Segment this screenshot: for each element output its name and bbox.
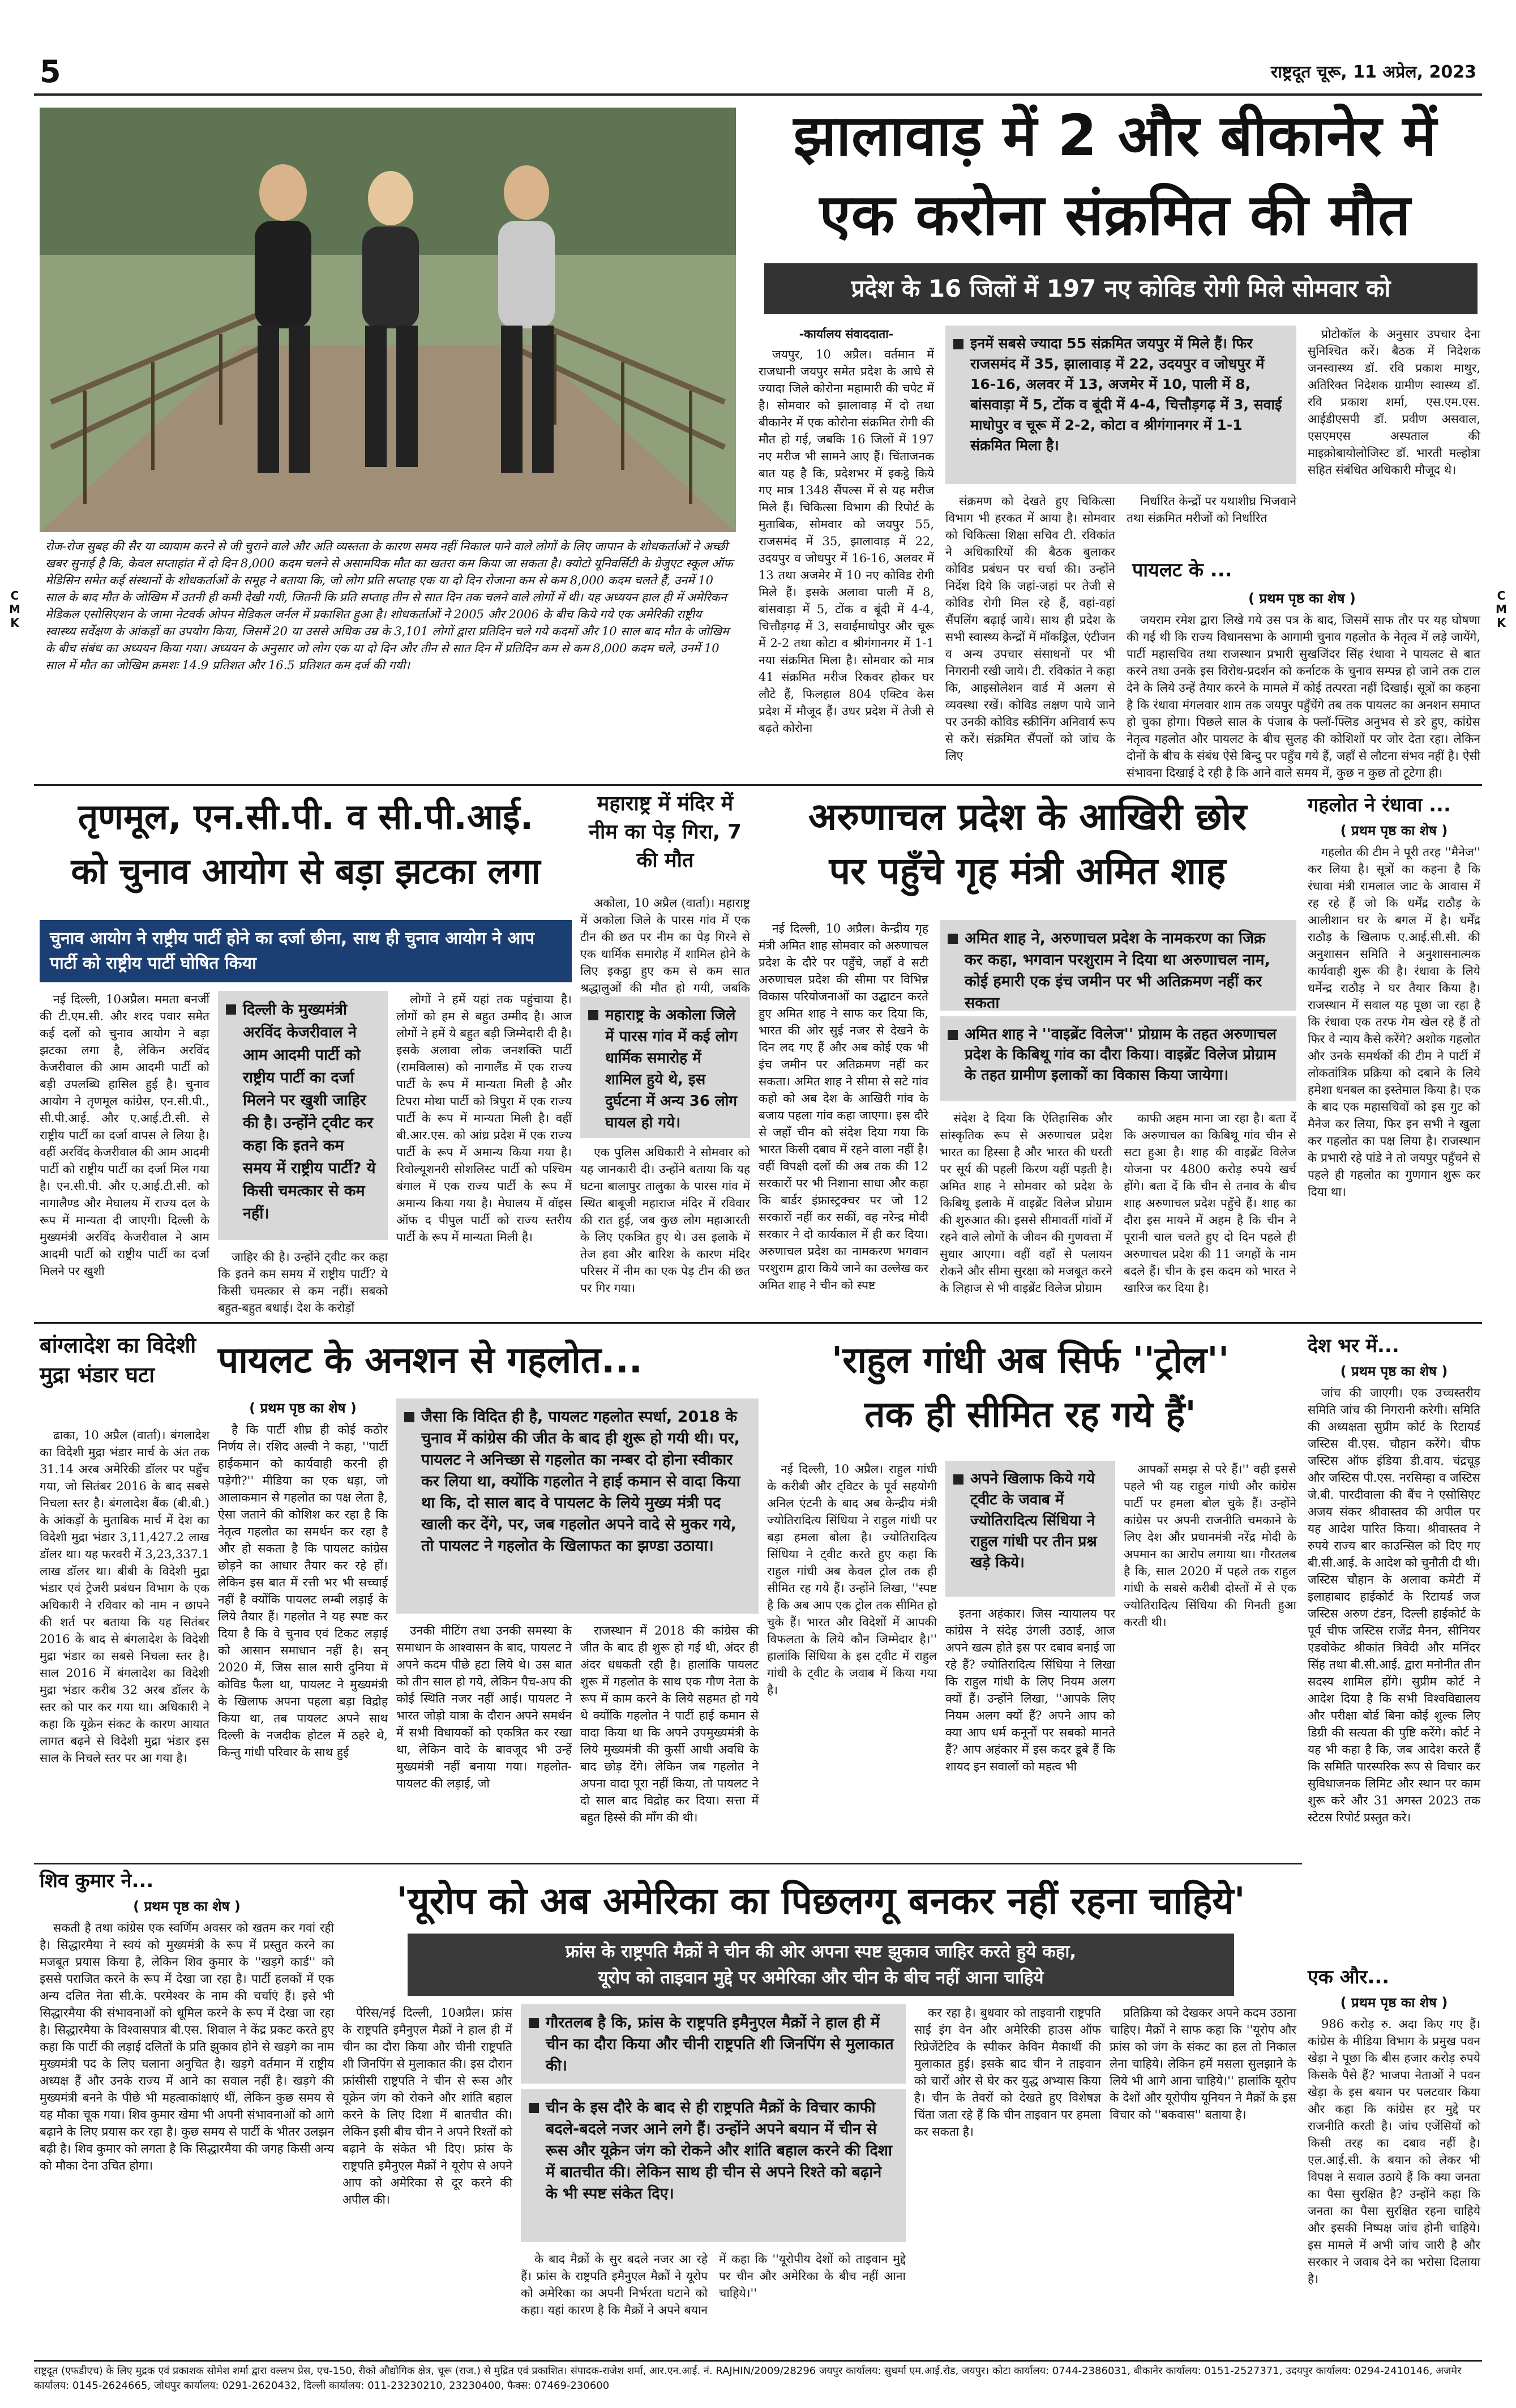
macron-box1-text: गौरतलब है कि, फ्रांस के राष्ट्रपति इमैनुएल मैक्रों ने हाल ही में चीन का दौरा किया और चीनी राष्ट्रपति शी जिनपिंग से मुलाकात की। [546, 2014, 894, 2075]
desh-bhar-title: देश भर में... [1308, 1335, 1399, 1357]
pilot-headline: पायलट के अनशन से गहलोत... [218, 1340, 643, 1382]
rahul-box-text: अपने खिलाफ किये गये ट्वीट के जवाब में ज्योतिरादित्य सिंधिया ने राहुल गांधी पर तीन प्रश्न खड़े किये। [970, 1470, 1097, 1571]
rahul-column-2 [945, 1605, 1115, 1857]
pilot-column-1 [218, 1421, 388, 1857]
lead-col3-text: निर्धारित केन्द्रों पर यथाशीघ्र भिजवाने तथा संक्रमित मरीजों को निर्धारित [1127, 494, 1296, 525]
registration-k: K [1497, 616, 1506, 630]
registration-c: C [1497, 589, 1506, 602]
section-rule-1 [34, 784, 1482, 786]
gehlot-randhawa-body: गहलोत की टीम ने पूरी तरह ''मैनेज'' कर लिया है। सूत्रों का कहना है कि रंधावा मंत्री रामलाल जाट के आवास में रह रहे हैं जो कि धर्मेंद्र राठौड़ के आलीशान घर के बगल में है। धर्मेंद्र राठौड़ के खिलाफ ए.आई.सी.सी. की अनुशासन समिति ने अनुशासनात्मक कार्यवाही शुरू की है। रंधावा के लिये धर्मेन्द्र राठौड़ ने घर तैयार किया है। राजस्थान में सवाल यह पूछा जा रहा है कि रंधावा एक तरफ गेम खेल रहे हैं तो फिर वे न्याय कैसे करेंगे? अशोक गहलोत और उनके समर्थकों की टीम ने पार्टी में लोकतांत्रिक प्रक्रिया को दबाने के लिये हमेशा धनबल का इस्तेमाल किया है। एक के बाद एक महासचिवों को इस गुट को मैनेज कर लिया, फिर इन सभी ने खुला कर गहलोत का पक्ष लिया है। राजस्थान के प्रभारी रहे पांडे ने तो जयपुर पहुँचने से पहले ही गहलोत का गुणगान शुरू कर दिया था। [1308, 845, 1480, 1199]
registration-marks-right [1494, 589, 1508, 630]
pilot-highlight-box [396, 1398, 759, 1614]
bullet-square-icon [948, 934, 958, 944]
lead-highlight-box [945, 326, 1296, 484]
footer-rule [34, 2360, 1482, 2362]
tmc-highlight-box [218, 991, 388, 1240]
shiv-kumar-text [40, 1919, 334, 2355]
tmc-headline-line1: तृणमूल, एन.सी.पी. व सी.पी.आई. [78, 796, 534, 837]
pilot-cont-label-2: ( प्रथम पृष्ठ का शेष ) [249, 1400, 357, 1416]
macron-column-4 [1110, 2004, 1296, 2355]
registration-marks-left [8, 589, 22, 630]
bullet-square-icon [529, 2103, 539, 2113]
tmc-box-text: दिल्ली के मुख्यमंत्री अरविंद केजरीवाल ने आम आदमी पार्टी को राष्ट्रीय पार्टी का दर्जा मिलने पर खुशी जाहिर की है। उन्होंने ट्वीट कर कहा कि इतने कम समय में राष्ट्रीय पार्टी? ये किसी चमत्कार से कम नहीं। [243, 1001, 376, 1222]
ek-aur-body: 986 करोड़ रु. अदा किए गए हैं। कांग्रेस के मीडिया विभाग के प्रमुख पवन खेड़ा ने पूछा कि बीस हजार करोड़ रुपये किसके पैसे हैं? भाजपा नेताओं ने पवन खेड़ा के इस बयान पर पलटवार किया और कहा कि कांग्रेस हर मुद्दे पर राजनीति करती है। जांच एजेंसियों को किसी तरह का दबाव नहीं है। एल.आई.सी. के बयान को लेकर भी विपक्ष ने सवाल उठाये हैं कि क्या जनता का पैसा सुरक्षित है? उन्होंने कहा कि जनता का पैसा सुरक्षित रहना चाहिये और इसकी निष्पक्ष जांच होनी चाहिये। इस मामले में अभी जांच जारी है और सरकार ने जवाब देने का भरोसा दिलाया है। [1308, 2017, 1480, 2286]
pilot-cont-title: पायलट के ... [1132, 559, 1232, 581]
registration-m: M [9, 602, 20, 616]
rahul-col3-text: आपकों समझ से परे हैं।'' वही इससे पहले भी यह राहुल गांधी और कांग्रेस पार्टी पर हमला बोल चुके हैं। उन्होंने कांग्रेस पर अपनी राजनीति चमकाने के लिए देश और प्रधानमंत्री नरेंद्र मोदी के अपमान का आरोप लगाया था। गौरतलब है कि, साल 2020 में पहले तक राहुल गांधी के सबसे करीबी दोस्तों में से एक ज्योतिरादित्य सिंधिया की गिनती हुआ करती थी। [1124, 1462, 1296, 1629]
maharashtra-highlight-box [580, 996, 750, 1138]
macron-box2-text: चीन के इस दौरे के बाद से ही राष्ट्रपति मैक्रों के विचार काफी बदले-बदले नजर आने लगे हैं। उन्होंने अपने बयान में चीन से रूस और यूक्रेन जंग को रोकने और शांति बहाल करने की दिशा में बातचीत की। लेकिन साथ ही चीन से अपने रिश्ते को बढ़ाने के भी स्पष्ट संकेत दिए। [546, 2099, 893, 2202]
macron-col1-text: पेरिस/नई दिल्ली, 10अप्रैल। फ्रांस के राष्ट्रपति इमैनुएल मैक्रों ने हाल ही में चीन का दौरा किया और चीनी राष्ट्रपति शी जिनपिंग से मुलाकात की। इस दौरान फ्रांसीसी राष्ट्रपति ने चीन से रूस और यूक्रेन जंग को रोकने और शांति बहाल करने के लिए दिशा में बातचीत की। लेकिन इसी बीच चीन ने अपने रिश्तों को बढ़ाने के संकेत भी दिए। फ्रांस के राष्ट्रपति इमैनुएल मैक्रों ने यूरोप से अपने आप को अमेरिका से दूर करने की अपील की। [342, 2006, 512, 2206]
pilot-column-2 [396, 1622, 572, 1857]
pilot-cont-body: जयराम रमेश द्वारा लिखे गये उस पत्र के बाद, जिसमें साफ तौर पर यह घोषणा की गई थी कि राज्य विधानसभा के आगामी चुनाव गहलोत के नेतृत्व में लड़े जायेंगे, पार्टी महासचिव तथा राजस्थान प्रभारी सुखजिंदर सिंह रंधावा ने पायलट से बात करने तथा उनके इस विरोध-प्रदर्शन को कर्नाटक के चुनाव सम्पन्न हो जाने तक टाल देने के लिये उन्हें तैयार करने के मामले में कोई तत्परता नहीं दिखाई। सूत्रों का कहना है कि रंधावा मंगलवार शाम तक जयपुर पहुँचेंगे तब तक पायलट का अनशन समाप्त हो चुका होगा। पिछले साल के पंजाब के फ्लॉ-फ्लिड अनुभव से डरे हुए, कांग्रेस नेतृत्व गहलोत और पायलट के बीच सुलह की कोशिशों पर जोर देता रहा। लेकिन दोनों के बीच के संबंध ऐसे बिन्दु पर पहुँच गये हैं, जहाँ से लौटना संभव नहीं है। ऐसी संभावना दिखाई दे रही है कि आने वाले समय में, कुछ न कुछ तो टूटेगा ही। [1127, 613, 1480, 780]
amit-shah-box-1 [940, 920, 1296, 1011]
bullet-square-icon [529, 2018, 539, 2028]
rahul-column-1 [767, 1461, 937, 1857]
rahul-col1-text: नई दिल्ली, 10 अप्रैल। राहुल गांधी के करीबी और ट्विटर के पूर्व सहयोगी अनिल एंटनी के बाद अब केन्द्रीय मंत्री ज्योतिरादित्य सिंधिया ने राहुल गांधी पर बड़ा हमला बोला है। ज्योतिरादित्य सिंधिया ने ट्वीट करते हुए कहा कि राहुल गांधी अब केवल ट्रोल तक ही सीमित रह गये हैं। उन्होंने लिखा, ''स्पष्ट है कि अब आप एक ट्रोल तक सीमित हो चुके हैं। भारत और विदेशों में आपकी विफलता के लिये कौन जिम्मेदार है।'' हालांकि सिंधिया के इस ट्वीट में राहुल गांधी के ट्वीट के जवाब में किया गया है। [767, 1462, 937, 1697]
maharashtra-col2-text: एक पुलिस अधिकारी ने सोमवार को यह जानकारी दी। उन्होंने बताया कि यह घटना बालापुर तालुका के पारस गांव में स्थित बाबूजी महाराज मंदिर में रविवार की रात हुई, जब कुछ लोग महाआरती के लिए एकत्रित हुए थे। उस इलाके में तेज हवा और बारिश के कारण मंदिर परिसर में नीम का एक पेड़ टीन की छत पर गिर गया। [580, 1145, 750, 1295]
lead-column-1 [759, 326, 934, 773]
amit-shah-col1-text: नई दिल्ली, 10 अप्रैल। केन्द्रीय गृह मंत्री अमित शाह सोमवार को अरुणाचल प्रदेश के दौरे पर पहुँचे, जहाँ वे सटी अरुणाचल प्रदेश की सीमा पर विभिन्न विकास परियोजनाओं का उद्घाटन करते हुए अमित शाह ने साफ कर दिया कि, भारत की ओर सुई नजर से देखने के दिन लद गए हैं और अब कोई एक भी इंच जमीन पर अतिक्रमण नहीं कर सकता। अमित शाह ने सीमा से सटे गांव कहो को अब देश के आखिरी गांव के बजाय पहला गांव कहा जाएगा। इस दौरे से जहाँ चीन को संदेश दिया गया कि भारत किसी दबाव में रहने वाला नहीं है। वहीं विपक्षी दलों की अब तक की 12 सरकारों पर भी निशाना साधा और कहा कि बार्डर इंफ्रास्ट्रक्चर पर जो 12 सरकारों नहीं कर सकीं, वह नरेन्द्र मोदी सरकार ने दो कार्यकाल में ही कर दिया। अरुणाचल प्रदेश का नामकरण भगवान परशुराम द्वारा किये जाने का उल्लेख कर अमित शाह ने चीन को स्पष्ट [759, 922, 928, 1292]
lead-col2-text: संक्रमण को देखते हुए चिकित्सा विभाग भी हरकत में आया है। सोमवार को चिकित्सा शिक्षा सचिव टी. रविकांत ने अधिकारियों की बैठक बुलाकर कोविड प्रबंधन पर चर्चा की। उन्होंने निर्देश दिये कि जहां-जहां पर तेजी से कोविड रोगी मिल रहे हैं, वहां-वहां सैंपलिंग बढ़ाई जाये। साथ ही प्रदेश के सभी स्वास्थ्य केन्द्रों में मॉकड्रिल, एंटीजन व अन्य उपचार संसाधनों पर भी निगरानी रखी जाये। टी. रविकांत ने कहा कि, आइसोलेशन वार्ड में अलग से व्यवस्था रखें। कोविड लक्षण पाये जाने पर उनकी कोविड स्क्रीनिंग अनिवार्य रूप से करें। संक्रमित सैंपलों को जांच के लिए [945, 494, 1115, 763]
amit-shah-col2-text: संदेश दे दिया कि ऐतिहासिक और सांस्कृतिक रूप से अरुणाचल प्रदेश भारत का हिस्सा है और भारत की धरती पर सूर्य की पहली किरण यहीं पड़ती है। अमित शाह ने सोमवार को प्रदेश के किबिथू इलाके में वाइब्रेंट विलेज प्रोग्राम की शुरुआत की। इससे सीमावर्ती गांवों में रहने वाले लोगों के जीवन की गुणवत्ता में सुधार आएगा। वहीं वहाँ से पलायन रोकने और सीमा सुरक्षा को मजबूत करने के लिहाज से भी वाइब्रेंट विलेज प्रोग्राम [940, 1111, 1112, 1295]
maharashtra-column-2 [580, 1144, 750, 1314]
amit-shah-box1-text: अमित शाह ने, अरुणाचल प्रदेश के नामकरण का जिक्र कर कहा, भगवान परशुराम ने दिया था अरुणाचल नाम, कोई हमारी एक इंच जमीन पर भी अतिक्रमण नहीं कर सकता [965, 930, 1270, 1012]
maharashtra-col1-text: अकोला, 10 अप्रैल (वार्ता)। महाराष्ट्र में अकोला जिले के पारस गांव में एक टीन की छत पर नीम का पेड़ गिरने से एक धार्मिक समारोह में शामिल होने के लिए इकट्ठा हुए कम से कम सात श्रद्धालुओं की मौत हो गयी, जबकि [580, 896, 750, 995]
lead-subheadline: प्रदेश के 16 जिलों में 197 नए कोविड रोगी मिले सोमवार को [764, 263, 1478, 314]
gehlot-randhawa-text [1308, 844, 1480, 1314]
bangladesh-text: ढाका, 10 अप्रैल (वार्ता)। बंगलादेश का विदेशी मुद्रा भंडार मार्च के अंत तक 31.14 अरब अमेरिकी डॉलर पर पहुँच गया, जो सितंबर 2016 के बाद सबसे निचला स्तर है। बंगलादेश बैंक (बी.बी.) के आंकड़ों के मुताबिक मार्च में देश का विदेशी मुद्रा भंडार 3,11,427.2 लाख डॉलर था। यह फरवरी में 3,23,337.1 लाख डॉलर था। बीबी के विदेशी मुद्रा भंडार एवं ट्रेजरी प्रबंधन विभाग के एक अधिकारी ने रविवार को नाम न छापने की शर्त पर बताया कि यह सितंबर 2016 के बाद से बंगलादेश के विदेशी मुद्रा भंडार का सबसे निचला स्तर है। साल 2016 में बंगलादेश का विदेशी मुद्रा भंडार करीब 32 अरब डॉलर के स्तर को पार कर गया था। अधिकारी ने कहा कि यूक्रेन संकट के कारण आयात लागत बढ़ने से विदेशी मुद्रा भंडार इस साल के निचले स्तर पर आ गया है। [40, 1428, 209, 1765]
bullet-square-icon [588, 1010, 598, 1020]
section-rule-3 [34, 1863, 1302, 1864]
bullet-square-icon [948, 1030, 958, 1040]
macron-col2-text: के बाद मैक्रों के सुर बदले नजर आ रहे हैं। फ्रांस के राष्ट्रपति इमैनुएल मैक्रों ने यूरोप को अमेरिका का अपनी निर्भरता घटाने को कहा। यहां कारण है कि मैक्रों ने अपने बयान में कहा कि ''यूरोपीय देशों को ताइवान मुद्दे पर चीन और अमेरिका के बीच नहीं आना चाहिये।'' [521, 2252, 906, 2317]
amit-shah-box-2 [940, 1016, 1296, 1101]
amit-shah-headline [759, 790, 1296, 899]
lead-dateline: -कार्यालय संवाददाता- [799, 327, 894, 341]
pilot-cont-label: ( प्रथम पृष्ठ का शेष ) [1248, 591, 1356, 606]
maharashtra-headline: महाराष्ट्र में मंदिर में नीम का पेड़ गिरा, 7 की मौत [588, 792, 742, 872]
macron-col4-text: प्रतिक्रिया को देखकर अपने कदम उठाना चाहिए। मैक्रों ने साफ कहा कि ''यूरोप और फ्रांस को जंग के संकट का हल तो निकाल लेना चाहिये। लेकिन हमें मसला सुलझाने के लिये भी आगे आना चाहिये।'' हालांकि यूरोप के देशों और यूरोपीय यूनियन ने मैक्रों के इस विचार को ''बकवास'' बताया है। [1110, 2006, 1296, 2122]
macron-col3-text: कर रहा है। बुधवार को ताइवानी राष्ट्रपति साई इंग वेन और अमेरिकी हाउस ऑफ रिप्रेजेंटेटिव के स्पीकर केविन मैकार्थी की मुलाकात हुई। इसके बाद चीन ने ताइवान को चारों ओर से घेर कर युद्ध अभ्यास किया है। चीन के तेवरों को देखते हुए विशेषज्ञ चिंता जता रहे हैं कि चीन ताइवान पर हमला कर सकता है। [914, 2006, 1101, 2138]
rahul-headline [767, 1333, 1294, 1442]
page-number: 5 [40, 54, 61, 89]
lead-col1-text: जयपुर, 10 अप्रैल। वर्तमान में राजधानी जयपुर समेत प्रदेश के आधे से ज्यादा जिले कोरोना महामारी की चपेट में है। सोमवार को झालावाड़ में दो तथा बीकानेर में एक कोरोना संक्रमित रोगी की मौत हो गई, जबकि 16 जिलों में 197 नए मरीज भी सामने आए हैं। चिंताजनक बात यह है कि, प्रदेशभर में इकट्ठे किये गए मात्र 1348 सैंपल्स में से यह मरीज मिले हैं। चिकित्सा विभाग की रिपोर्ट के मुताबिक, सोमवार को जयपुर 55, राजसमंद में 35, झालावाड़ में 22, उदयपुर व जोधपुर में 16-16, अलवर में 13 तथा अजमेर में 10 नए कोविड रोगी मिले हैं। इसके अलावा पाली में 8, बांसवाड़ा में 5, टोंक व बूंदी में 4-4, चित्तौड़गढ़ में 3, सवाईमाधोपुर और चूरू में 2-2 तथा कोटा व श्रीगंगानगर में 1-1 नया संक्रमित मिला है। सोमवार को मात्र 41 संक्रमित मरीज रिकवर होकर घर लौटे हैं, फिलहाल 804 एक्टिव केस प्रदेश में मौजूद हैं। उधर प्रदेश में तेजी से बढ़ते कोरोना [759, 348, 934, 735]
lead-column-4 [1308, 326, 1480, 552]
registration-k: K [10, 616, 19, 630]
macron-column-2 [521, 2251, 906, 2355]
macron-subheadline-line1: फ्रांस के राष्ट्रपति मैक्रों ने चीन की ओर अपना स्पष्ट झुकाव जाहिर करते हुये कहा, [565, 1941, 1077, 1962]
tmc-headline-line2: को चुनाव आयोग से बड़ा झटका लगा [71, 850, 541, 892]
date-line: राष्ट्रदूत चूरू, 11 अप्रेल, 2023 [1270, 62, 1476, 82]
lead-headline-line2: एक करोना संक्रमित की मौत [819, 182, 1411, 248]
amit-shah-col3-text: काफी अहम माना जा रहा है। बता दें कि अरुणाचल का किबिथू गांव चीन से सटा हुआ है। शाह की वाइब्रेंट विलेज योजना पर 4800 करोड़ रुपये खर्च होंगे। बता दें कि चीन से तनाव के बीच शाह अरुणाचल प्रदेश पहुँचे हैं। शाह का दौरा इस मायने में अहम है कि चीन ने पूरानी चाल चलते हुए दो दिन पहले ही अरुणाचल प्रदेश की 11 जगहों के नाम बदले हैं। चीन के इस कदम को भारत ने खारिज कर दिया है। [1124, 1111, 1296, 1295]
amit-shah-column-1 [759, 920, 928, 1314]
tmc-col2-text: लोगों ने हमें यहां तक पहुंचाया है। लोगों को हम से बहुत उम्मीद है। आज लोगों ने हमें ये बहुत बड़ी जिम्मेदारी दी है। इसके अलावा लोक जनशक्ति पार्टी (रामविलास) को नागालैंड में एक राज्य पार्टी के रूप में मान्यता मिली है और टिपरा मोथा पार्टी को त्रिपुरा में एक राज्य पार्टी के रूप में मान्यता मिली है। वहीं बी.आर.एस. को आंध्र प्रदेश में एक राज्य पार्टी के रूप में अमान्य किया गया है। रिवोल्यूशनरी सोशलिस्ट पार्टी को पश्चिम बंगाल में एक राज्य पार्टी के रूप में अमान्य किया गया है। मेघालय में वॉइस ऑफ द पीपुल पार्टी को राज्य स्तरीय पार्टी के रूप में मान्यता मिली है। [396, 993, 572, 1244]
macron-subheadline [408, 1934, 1234, 1996]
macron-headline: 'यूरोप को अब अमेरिका का पिछलग्गू बनकर नहीं रहना चाहिये' [396, 1879, 1245, 1923]
photo-illustration [40, 108, 736, 532]
lead-column-2 [945, 493, 1115, 773]
pilot-column-3 [580, 1622, 759, 1857]
section-rule-2 [34, 1322, 1482, 1324]
tmc-column-2 [396, 991, 572, 1314]
header-rule [34, 93, 1482, 96]
lead-column-3 [1127, 493, 1296, 544]
macron-box-2 [521, 2089, 906, 2242]
macron-column-1 [342, 2004, 512, 2355]
pilot-cont-text [1127, 611, 1480, 780]
shiv-kumar-cont-label: ( प्रथम पृष्ठ का शेष ) [133, 1898, 241, 1914]
bullet-square-icon [226, 1004, 236, 1015]
desh-bhar-body: जांच की जाएगी। एक उच्चस्तरीय समिति जांच की निगरानी करेगी। समिति की अध्यक्षता सुप्रीम कोर्ट के रिटायर्ड जस्टिस वी.एस. चौहान करेंगे। चीफ जस्टिस ऑफ इंडिया डी.वाय. चंद्रचूड़ और जस्टिस पी.एस. नरसिम्हा व जस्टिस जे.बी. पारदीवाला की बैंच ने एसोसिएट अजय संकर श्रीवास्तव की अपील पर यह आदेश पारित किया। श्रीवास्तव ने रुपये राज्य बार काउन्सिल को दिए गए बी.सी.आई. के आदेश को चुनौती दी थी। जस्टिस चौहान के अलावा कमेटी में इलाहाबाद हाईकोर्ट के रिटायर्ड जज जस्टिस अरुण टंडन, दिल्ली हाईकोर्ट के पूर्व चीफ जस्टिस राजेंद्र मैनन, सीनियर एडवोकेट श्रीकांत त्रिवेदी और मनिंदर सिंह तथा बी.सी.आई. द्वारा मनोनीत तीन सदस्य शामिल होंगे। सुप्रीम कोर्ट ने आदेश दिया है कि सभी विश्वविद्यालय और परीक्षा बोर्ड बिना कोई शुल्क लिए डिग्री की सत्यता की पुष्टि करेंगे। कोर्ट ने यह भी कहा है कि, जब आदेश करते हैं कि समिति पारस्परिक रूप से विचार कर सुविधाजनक लिमिट और स्थान पर काम शुरू करे और 31 अगस्त 2023 तक स्टेटस रिपोर्ट प्रस्तुत करे। [1308, 1386, 1480, 1824]
rahul-headline-line1: 'राहुल गांधी अब सिर्फ ''ट्रोल'' [831, 1340, 1230, 1382]
bangladesh-column [40, 1427, 209, 1857]
desh-bhar-text [1308, 1384, 1480, 1956]
ek-aur-text [1308, 2016, 1480, 2355]
lead-headline-line1: झालावाड़ में 2 और बीकानेर में [793, 102, 1437, 169]
amit-shah-box2-text: अमित शाह ने ''वाइब्रेंट विलेज'' प्रोग्राम के तहत अरुणाचल प्रदेश के किबिथू गांव का दौरा किया। वाइब्रेंट विलेज प्रोग्राम के तहत ग्रामीण इलाकों का विकास किया जायेगा। [965, 1026, 1277, 1084]
amit-shah-headline-line1: अरुणाचल प्रदेश के आखिरी छोर [808, 795, 1247, 839]
walking-women-photo [40, 108, 736, 532]
registration-m: M [1496, 602, 1507, 616]
pilot-col3-text: राजस्थान में 2018 की कांग्रेस की जीत के बाद ही शुरू हो गई थी, अंदर ही अंदर धधकती रही है। हालांकि पायलट शुरू में गहलोत के साथ एक गौण नेता के रूप में काम करने के लिये सहमत हो गये थे क्योंकि गहलोत ने पार्टी हाई कमान से वादा किया था कि अपने उपमुख्यमंत्री के लिये मुख्यमंत्री की कुर्सी आधी अवधि के बाद छोड़ देंगे। लेकिन जब गहलोत ने अपना वादा पूरा नहीं किया, तो पायलट ने दो साल बाद विद्रोह कर दिया। सत्ता में बहुत हिस्से की माँग की थी। [580, 1624, 759, 1824]
lead-box-text: इनमें सबसे ज्यादा 55 संक्रमित जयपुर में मिले हैं। फिर राजसमंद में 35, झालावाड़ में 22, उदयपुर व जोधपुर में 16-16, अलवर में 13, अजमेर में 10, पाली में 8, बांसवाड़ा में 5, टोंक व बूंदी में 4-4, चित्तौड़गढ़ में 3, सवाई माधोपुर व चूरू में 2-2, कोटा व श्रीगंगानगर में 1-1 संक्रमित मिला है। [970, 335, 1282, 454]
tmc-subheadline: चुनाव आयोग ने राष्ट्रीय पार्टी होने का दर्जा छीना, साथ ही चुनाव आयोग ने आप पार्टी को राष्ट्रीय पार्टी घोषित किया [40, 920, 572, 982]
macron-column-3 [914, 2004, 1101, 2355]
shiv-kumar-title: शिव कुमार ने... [40, 1870, 154, 1892]
pilot-col1-text: है कि पार्टी शीघ्र ही कोई कठोर निर्णय ले। रशिद अल्वी ने कहा, ''पार्टी हाईकमान को कार्यवाही करनी ही पड़ेगी?'' मीडिया का एक धड़ा, जो आलाकमान से गहलोत का पक्ष लेता है, ऐसा जताने की कोशिश कर रहा है कि नेतृत्व गहलोत का समर्थन कर रहा है और हो सकता है कि पायलट कांग्रेस छोड़ने का आधार तैयार कर रहे हों। लेकिन इस बात में रत्ती भर भी सच्चाई नहीं है क्योंकि पायलट लम्बी लड़ाई के लिये तैयार हैं। गहलोत ने यह स्पष्ट कर दिया है कि वे चुनाव एवं टिकट लड़ाई को आसान समाधान नहीं है। सन् 2020 में, जिस साल सारी दुनिया में कोविड फैला था, पायलट ने मुख्यमंत्री के खिलाफ अपना पहला बड़ा विद्रोह किया था, तब पायलट अपने साथ दिल्ली के नजदीक होटल में ठहरे थे, किन्तु गांधी परिवार के साथ हुई [218, 1423, 388, 1759]
shiv-kumar-body: सकती है तथा कांग्रेस एक स्वर्णिम अवसर को खतम कर गवां रही है। सिद्धारमैया ने स्वयं को मुख्यमंत्री के रूप में प्रस्तुत करने का मजबूत प्रयास किया है, लेकिन शिव कुमार के ''खड़गे कार्ड'' को इससे पराजित करने के रूप में देखा जा रहा है। पार्टी हलकों में एक अन्य दलित नेता सी.के. परमेश्वर के नाम की चर्चाएं हैं। इसे भी सिद्धारमैया की संभावनाओं को धूमिल करने के रूप में देखा जा रहा है। सिद्धारमैया के विश्वासपात्र बी.एस. शिवाल ने केंद्र प्रकट करते हुए कहा कि पार्टी की लड़ाई दलितों के प्रति झुकाव होने से खड़गे का नाम मुख्यमंत्री पद के लिए चलाना अनुचित है। खड़गे वर्तमान में राष्ट्रीय अध्यक्ष हैं और उनके राज्य में आने का सवाल नहीं है। खड़गे की मुख्यमंत्री बनने के पीछे भी महत्वाकांक्षाएं थीं, लेकिन कुछ समय से यह मौका चूक गया। शिव कुमार खेमा भी अपनी संभावनाओं को आगे बढ़ाने के लिए प्रयास कर रहा है। कुछ समय से पार्टी के भीतर उलझन बढ़ी है। शिव कुमार को लगता है कि सिद्धारमैया की जगह किसी अन्य को मौका देना उचित होगा। [40, 1921, 334, 2172]
tmc-column-1b [218, 1248, 388, 1314]
pilot-col2-text: उनकी मीटिंग तथा उनकी समस्या के समाधान के आश्वासन के बाद, पायलट ने अपने कदम पीछे हटा लिये थे। उस बात को तीन साल हो गये, लेकिन पैच-अप की कोई स्थिति नजर नहीं आई। पायलट ने भारत जोड़ो यात्रा के दौरान अपने समर्थन में सभी विधायकों को एकत्रित कर रखा था, लेकिन वादे के बावजूद भी उन्हें मुख्यमंत्री नहीं बनाया गया। गहलोत-पायलट की लड़ाई, जो [396, 1624, 572, 1790]
ek-aur-cont-label: ( प्रथम पृष्ठ का शेष ) [1340, 1995, 1448, 2011]
gehlot-randhawa-cont-label: ( प्रथम पृष्ठ का शेष ) [1340, 823, 1448, 839]
lead-col4-text: प्रोटोकॉल के अनुसार उपचार देना सुनिश्चित करें। बैठक में निदेशक जनस्वास्थ्य डॉ. रवि प्रकाश माथुर, अतिरिक्त निदेशक ग्रामीण स्वास्थ्य डॉ. रवि प्रकाश शर्मा, एस.एम.एस. आईडीएसपी डॉ. प्रवीण असवाल, एसएमएस अस्पताल की माइक्रोबायोलोजिस्ट डॉ. भारती मल्होत्रा सहित संबंधित अधिकारी मौजूद थे। [1308, 327, 1480, 477]
photo-caption: रोज-रोज सुबह की सैर या व्यायाम करने से जी चुराने वाले और अति व्यस्तता के कारण समय नहीं निकाल पाने वाले लोगों के लिए जापान के शोधकर्ताओं ने अच्छी खबर सुनाई है कि, केवल सप्ताहांत में दो दिन 8,000 कदम चलने से असामयिक मौत का खतरा कम किया जा सकता है। क्योटो यूनिवर्सिटी के ग्रेजुएट स्कूल ऑफ मेडिसिन समेत कई संस्थानों के शोधकर्ताओं के समूह ने बताया कि, जो लोग प्रति सप्ताह एक या दो दिन रोजाना कम से कम 8,000 कदम चलते हैं, उनमें 10 साल के बाद मौत के जोखिम में उतनी ही कमी देखी गयी, जितनी कि प्रति सप्ताह तीन से सात दिन तक चलने वाले लोगों में थी। यह अध्ययन हाल ही में अमेरिकन मेडिकल एसोसिएशन के जामा नेटवर्क ओपन मेडिकल जर्नल में प्रकाशित हुआ है। शोधकर्ताओं ने 2005 और 2006 के बीच किये गये एक अमेरिकी राष्ट्रीय स्वास्थ्य सर्वेक्षण के आंकड़ों का उपयोग किया, जिसमें 20 या उससे अधिक उम्र के 3,101 लोगों द्वारा प्रतिदिन चले गये कदमों और 10 साल बाद मौत के जोखिम के बीच संबंध का अध्ययन किया गया। अध्ययन के अनुसार जो लोग एक या दो दिन और तीन से सात दिन में प्रतिदिन कम से कम 8,000 कदम चले, उनमें 10 साल में मौत का जोखिम क्रमशः 14.9 प्रतिशत और 16.5 प्रतिशत कम दर्ज की गयी। [45, 540, 733, 672]
macron-subheadline-line2: यूरोप को ताइवान मुद्दे पर अमेरिका और चीन के बीच नहीं आना चाहिये [598, 1968, 1044, 1988]
amit-shah-column-2 [940, 1110, 1112, 1314]
maharashtra-column-1 [580, 895, 750, 995]
amit-shah-column-3 [1124, 1110, 1296, 1314]
bangladesh-headline: बांग्लादेश का विदेशी मुद्रा भंडार घटा [40, 1333, 196, 1387]
ek-aur-title: एक और... [1308, 1966, 1390, 1988]
gehlot-randhawa-title: गहलोत ने रंधावा ... [1308, 794, 1451, 816]
tmc-col1b-text: जाहिर की है। उन्होंने ट्वीट कर कहा कि इतने कम समय में राष्ट्रीय पार्टी? ये किसी चमत्कार से कम नहीं। सबको बहुत-बहुत बधाई। देश के करोड़ों [218, 1250, 388, 1315]
bullet-square-icon [404, 1412, 414, 1422]
bullet-square-icon [953, 1474, 963, 1485]
desh-bhar-cont-label: ( प्रथम पृष्ठ का शेष ) [1340, 1363, 1448, 1379]
tmc-col1-text: नई दिल्ली, 10अप्रैल। ममता बनर्जी की टी.एम.सी. और शरद पवार समेत कई दलों को चुनाव आयोग ने बड़ा झटका लगा है, लेकिन अरविंद केजरीवाल की आम आदमी पार्टी को बड़ी उपलब्धि हासिल हुई है। चुनाव आयोग ने तृणमूल कांग्रेस, एन.सी.पी., सी.पी.आई. और ए.आई.टी.सी. से राष्ट्रीय पार्टी का दर्जा वापस ले लिया है। वहीं अरविंद केजरीवाल की आम आदमी पार्टी को राष्ट्रीय पार्टी का दर्जा मिल गया है। एन.सी.पी. और ए.आई.टी.सी. को नागालैण्ड और मेघालय में राज्य दल के रूप में मान्यता दी जाएगी। दिल्ली के मुख्यमंत्री अरविंद केजरीवाल ने आम आदमी पार्टी को राष्ट्रीय पार्टी का दर्जा मिलने पर खुशी [40, 993, 209, 1278]
rahul-headline-line2: तक ही सीमित रह गये हैं' [864, 1394, 1196, 1436]
maharashtra-box-text: महाराष्ट्र के अकोला जिले में पारस गांव में कई लोग धार्मिक समारोह में शामिल हुये थे, इस दुर्घटना में अन्य 36 लोग घायल हो गये। [605, 1007, 738, 1131]
amit-shah-headline-line2: पर पहुँचे गृह मंत्री अमित शाह [829, 849, 1226, 893]
rahul-column-3 [1124, 1461, 1296, 1857]
pilot-box-text: जैसा कि विदित ही है, पायलट गहलोत स्पर्धा, 2018 के चुनाव में कांग्रेस की जीत के बाद ही शुरू हो गयी थी। पर, पायलट ने अनिच्छा से गहलोत का नम्बर दो होना स्वीकार कर लिया था, क्योंकि गहलोत ने हाई कमान से वादा किया था कि, दो साल बाद वे पायलट के लिये मुख्य मंत्री पद खाली कर देंगे, पर, जब गहलोत अपने वादे से मुकर गये, तो पायलट ने गहलोत के खिलाफत का झण्डा उठाया। [421, 1408, 740, 1555]
registration-c: C [10, 589, 19, 602]
footer-imprint: राष्ट्रदूत (एफडीएच) के लिए मुद्रक एवं प्रकाशक सोमेश शर्मा द्वारा वल्लभ प्रेस, एच-150, रीको औद्योगिक क्षेत्र, चूरू (राज.) से मुद्रित एवं प्रकाशित। संपादक-राजेश शर्मा, आर.एन.आई. नं. RAJHIN/2009/28296 जयपुर कार्यालय: सुधर्मा एम.आई.रोड, जयपुर। कोटा कार्यालय: 0744-2386031, बीकानेर कार्यालय: 0151-2527371, उदयपुर कार्यालय: 0294-2410146, अजमेर कार्यालय: 0145-2624665, जोधपुर कार्यालय: 0291-2620432, दिल्ली कार्यालय: 011-23230210, 23230400, फैक्स: 07469-230600 [34, 2365, 1462, 2392]
lead-headline [753, 96, 1478, 255]
rahul-highlight-box [945, 1461, 1115, 1597]
macron-box-1 [521, 2004, 906, 2084]
tmc-column-1 [40, 991, 209, 1314]
tmc-headline [40, 790, 572, 899]
bullet-square-icon [953, 339, 963, 349]
rahul-col2-text: इतना अहंकार। जिस न्यायालय पर कांग्रेस ने संदेह उंगली उठाई, आज अपने खत्म होते इस पर दबाव बनाई जा रहे हैं? ज्योतिरादित्य सिंधिया ने लिखा कि राहुल गांधी के लिए नियम अलग क्यों हैं। उन्होंने लिखा, ''आपके लिए नियम अलग क्यों हैं? अपने आप को क्या आप धर्म कनूनों पर सबको मानते हैं? आप अहंकार में इस कदर डूबे हैं कि शायद इन सवालों को महत्व भी [945, 1607, 1115, 1773]
